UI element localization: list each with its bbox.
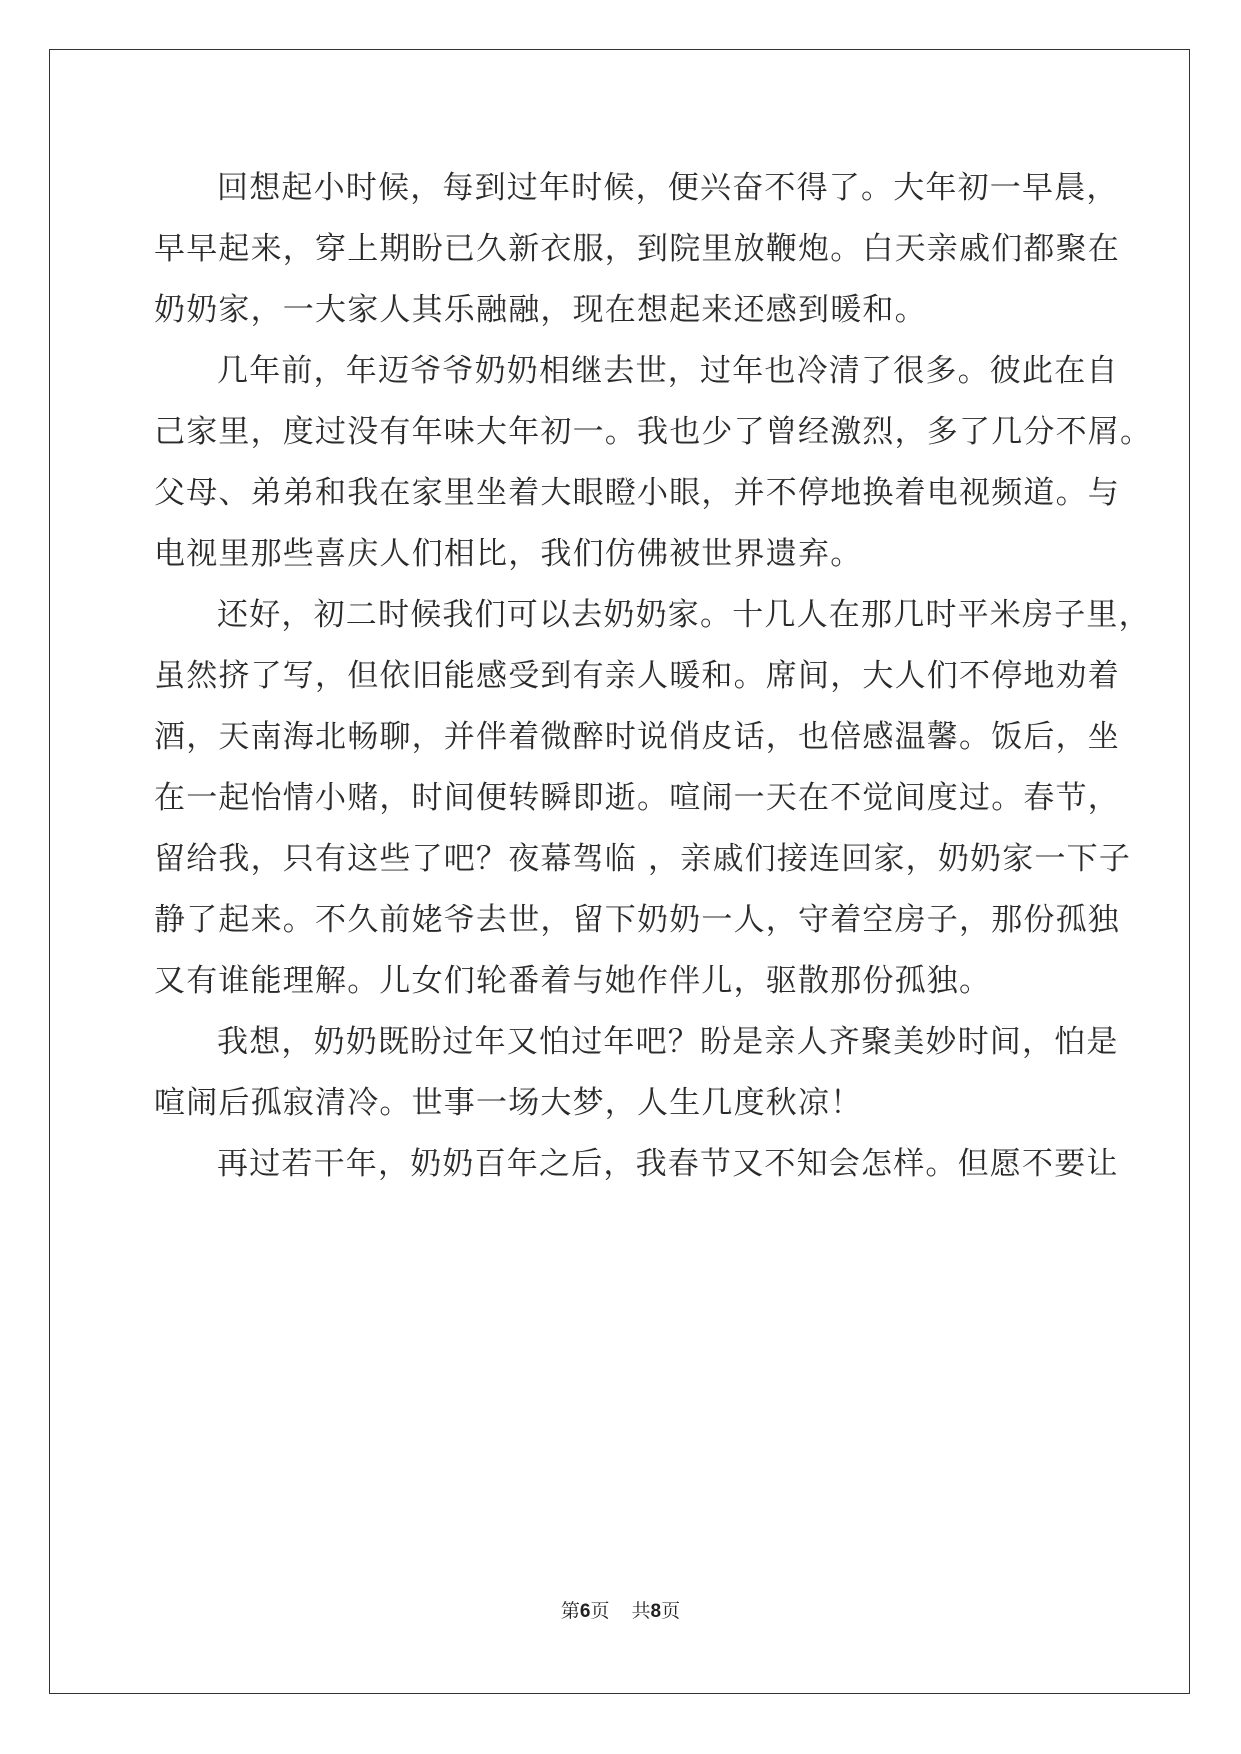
footer-page-unit: 页 [590,1600,610,1622]
page-footer [0,1596,1241,1623]
text-line: 在一起怡情小赌，时间便转瞬即逝。喧闹一天在不觉间度过。春节， [154,780,1120,816]
text-line: 我想，奶奶既盼过年又怕过年吧？盼是亲人齐聚美妙时间，怕是 [217,1024,1119,1060]
text-line: 静了起来。不久前姥爷去世，留下奶奶一人，守着空房子，那份孤独 [154,902,1120,938]
footer-prefix: 第 [560,1600,580,1622]
text-line: 酒，天南海北畅聊，并伴着微醉时说俏皮话，也倍感温馨。饭后，坐 [154,719,1120,755]
text-line: 喧闹后孤寂清冷。世事一场大梦，人生几度秋凉！ [154,1085,863,1121]
text-line: 虽然挤了写，但依旧能感受到有亲人暖和。席间，大人们不停地劝着 [154,658,1120,694]
text-line: 回想起小时候，每到过年时候，便兴奋不得了。大年初一早晨， [217,170,1119,206]
footer-total-unit: 页 [661,1600,681,1622]
text-line: 几年前，年迈爷爷奶奶相继去世，过年也冷清了很多。彼此在自 [217,353,1119,389]
text-line: 己家里，度过没有年味大年初一。我也少了曾经激烈，多了几分不屑。 [154,414,1153,450]
text-line: 又有谁能理解。儿女们轮番着与她作伴儿，驱散那份孤独。 [154,963,992,999]
text-line: 奶奶家，一大家人其乐融融，现在想起来还感到暖和。 [154,292,927,328]
footer-current-page: 6 [579,1601,591,1622]
text-line: 留给我，只有这些了吧？夜幕驾临 ，亲戚们接连回家，奶奶家一下子 [154,841,1132,877]
footer-total-prefix: 共 [631,1600,651,1622]
footer-total-pages: 8 [650,1601,662,1622]
text-line: 父母、弟弟和我在家里坐着大眼瞪小眼，并不停地换着电视频道。与 [154,475,1120,511]
text-line: 电视里那些喜庆人们相比，我们仿佛被世界遗弃。 [154,536,863,572]
text-line: 还好，初二时候我们可以去奶奶家。十几人在那几时平米房子里， [217,597,1151,633]
document-body [154,158,1153,1195]
text-line: 再过若干年，奶奶百年之后，我春节又不知会怎样。但愿不要让 [217,1146,1119,1182]
text-line: 早早起来，穿上期盼已久新衣服，到院里放鞭炮。白天亲戚们都聚在 [154,231,1120,267]
